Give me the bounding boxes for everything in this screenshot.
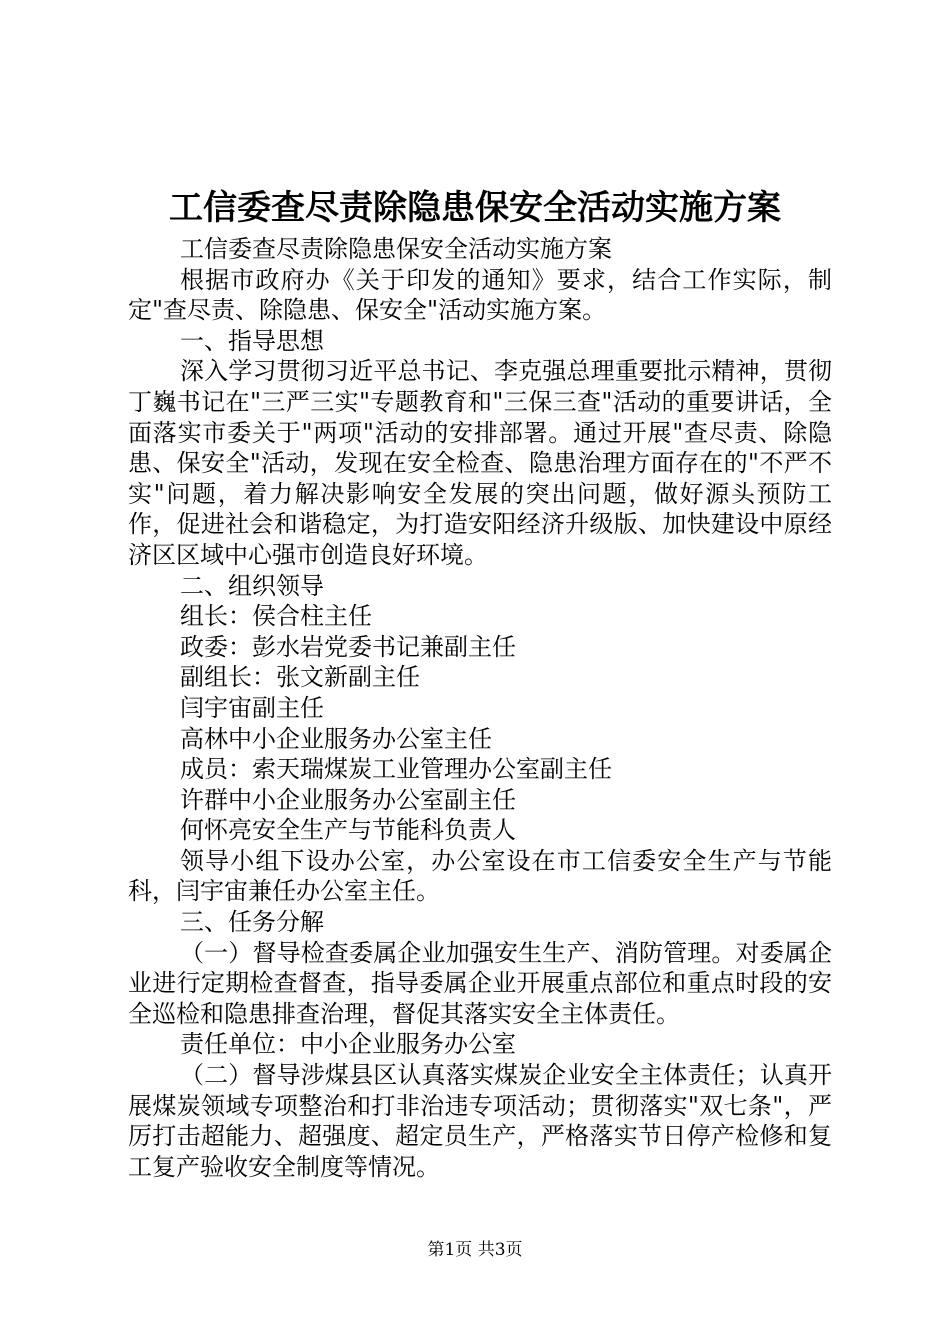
member-line: 副组长：张文新副主任 — [180, 663, 420, 692]
member-line: 组长：侯合柱主任 — [180, 602, 372, 631]
section-heading-organization: 二、组织领导 — [180, 571, 324, 600]
paragraph-task-2: （二）督导涉煤县区认真落实煤炭企业安全主体责任；认真开展煤炭领域专项整治和打非治违专项活动；贯彻落实"双七条"，严厉打击超能力、超强度、超定员生产，严格落实节日停产检修和复工复产验收安全制度等情况。 — [128, 1061, 832, 1181]
member-line: 闫宇宙副主任 — [180, 693, 324, 722]
member-line: 成员：索天瑞煤炭工业管理办公室副主任 — [180, 755, 612, 784]
paragraph-intro: 根据市政府办《关于印发的通知》要求，结合工作实际，制定"查尽责、除隐患、保安全"活动实施方案。 — [128, 265, 832, 325]
member-line: 许群中小企业服务办公室副主任 — [180, 785, 516, 814]
section-heading-guiding-ideology: 一、指导思想 — [180, 326, 324, 355]
member-line: 何怀亮安全生产与节能科负责人 — [180, 816, 516, 845]
section-heading-tasks: 三、任务分解 — [180, 908, 324, 937]
paragraph-guiding-ideology: 深入学习贯彻习近平总书记、李克强总理重要批示精神，贯彻丁巍书记在"三严三实"专题教育和"三保三查"活动的重要讲话，全面落实市委关于"两项"活动的安排部署。通过开展"查尽责、除隐患、保安全"活动，发现在安全检查、隐患治理方面存在的"不严不实"问题，着力解决影响安全发展的突出问题，做好源头预防工作，促进社会和谐稳定，为打造安阳经济升级版、加快建设中原经济区区域中心强市创造良好环境。 — [128, 357, 832, 569]
document-title: 工信委查尽责除隐患保安全活动实施方案 — [169, 188, 781, 228]
document-body — [128, 234, 832, 1182]
member-line: 高林中小企业服务办公室主任 — [180, 724, 492, 753]
member-line: 政委：彭水岩党委书记兼副主任 — [180, 632, 516, 661]
paragraph-office: 领导小组下设办公室，办公室设在市工信委安全生产与节能科，闫宇宙兼任办公室主任。 — [128, 846, 832, 906]
paragraph-task-1: （一）督导检查委属企业加强安生生产、消防管理。对委属企业进行定期检查督查，指导委属企业开展重点部位和重点时段的安全巡检和隐患排查治理，督促其落实安全主体责任。 — [128, 938, 832, 1028]
page-footer: 第1页 共3页 — [427, 1240, 523, 1260]
paragraph-responsible-unit: 责任单位：中小企业服务办公室 — [180, 1030, 516, 1059]
paragraph-subtitle: 工信委查尽责除隐患保安全活动实施方案 — [180, 235, 612, 263]
